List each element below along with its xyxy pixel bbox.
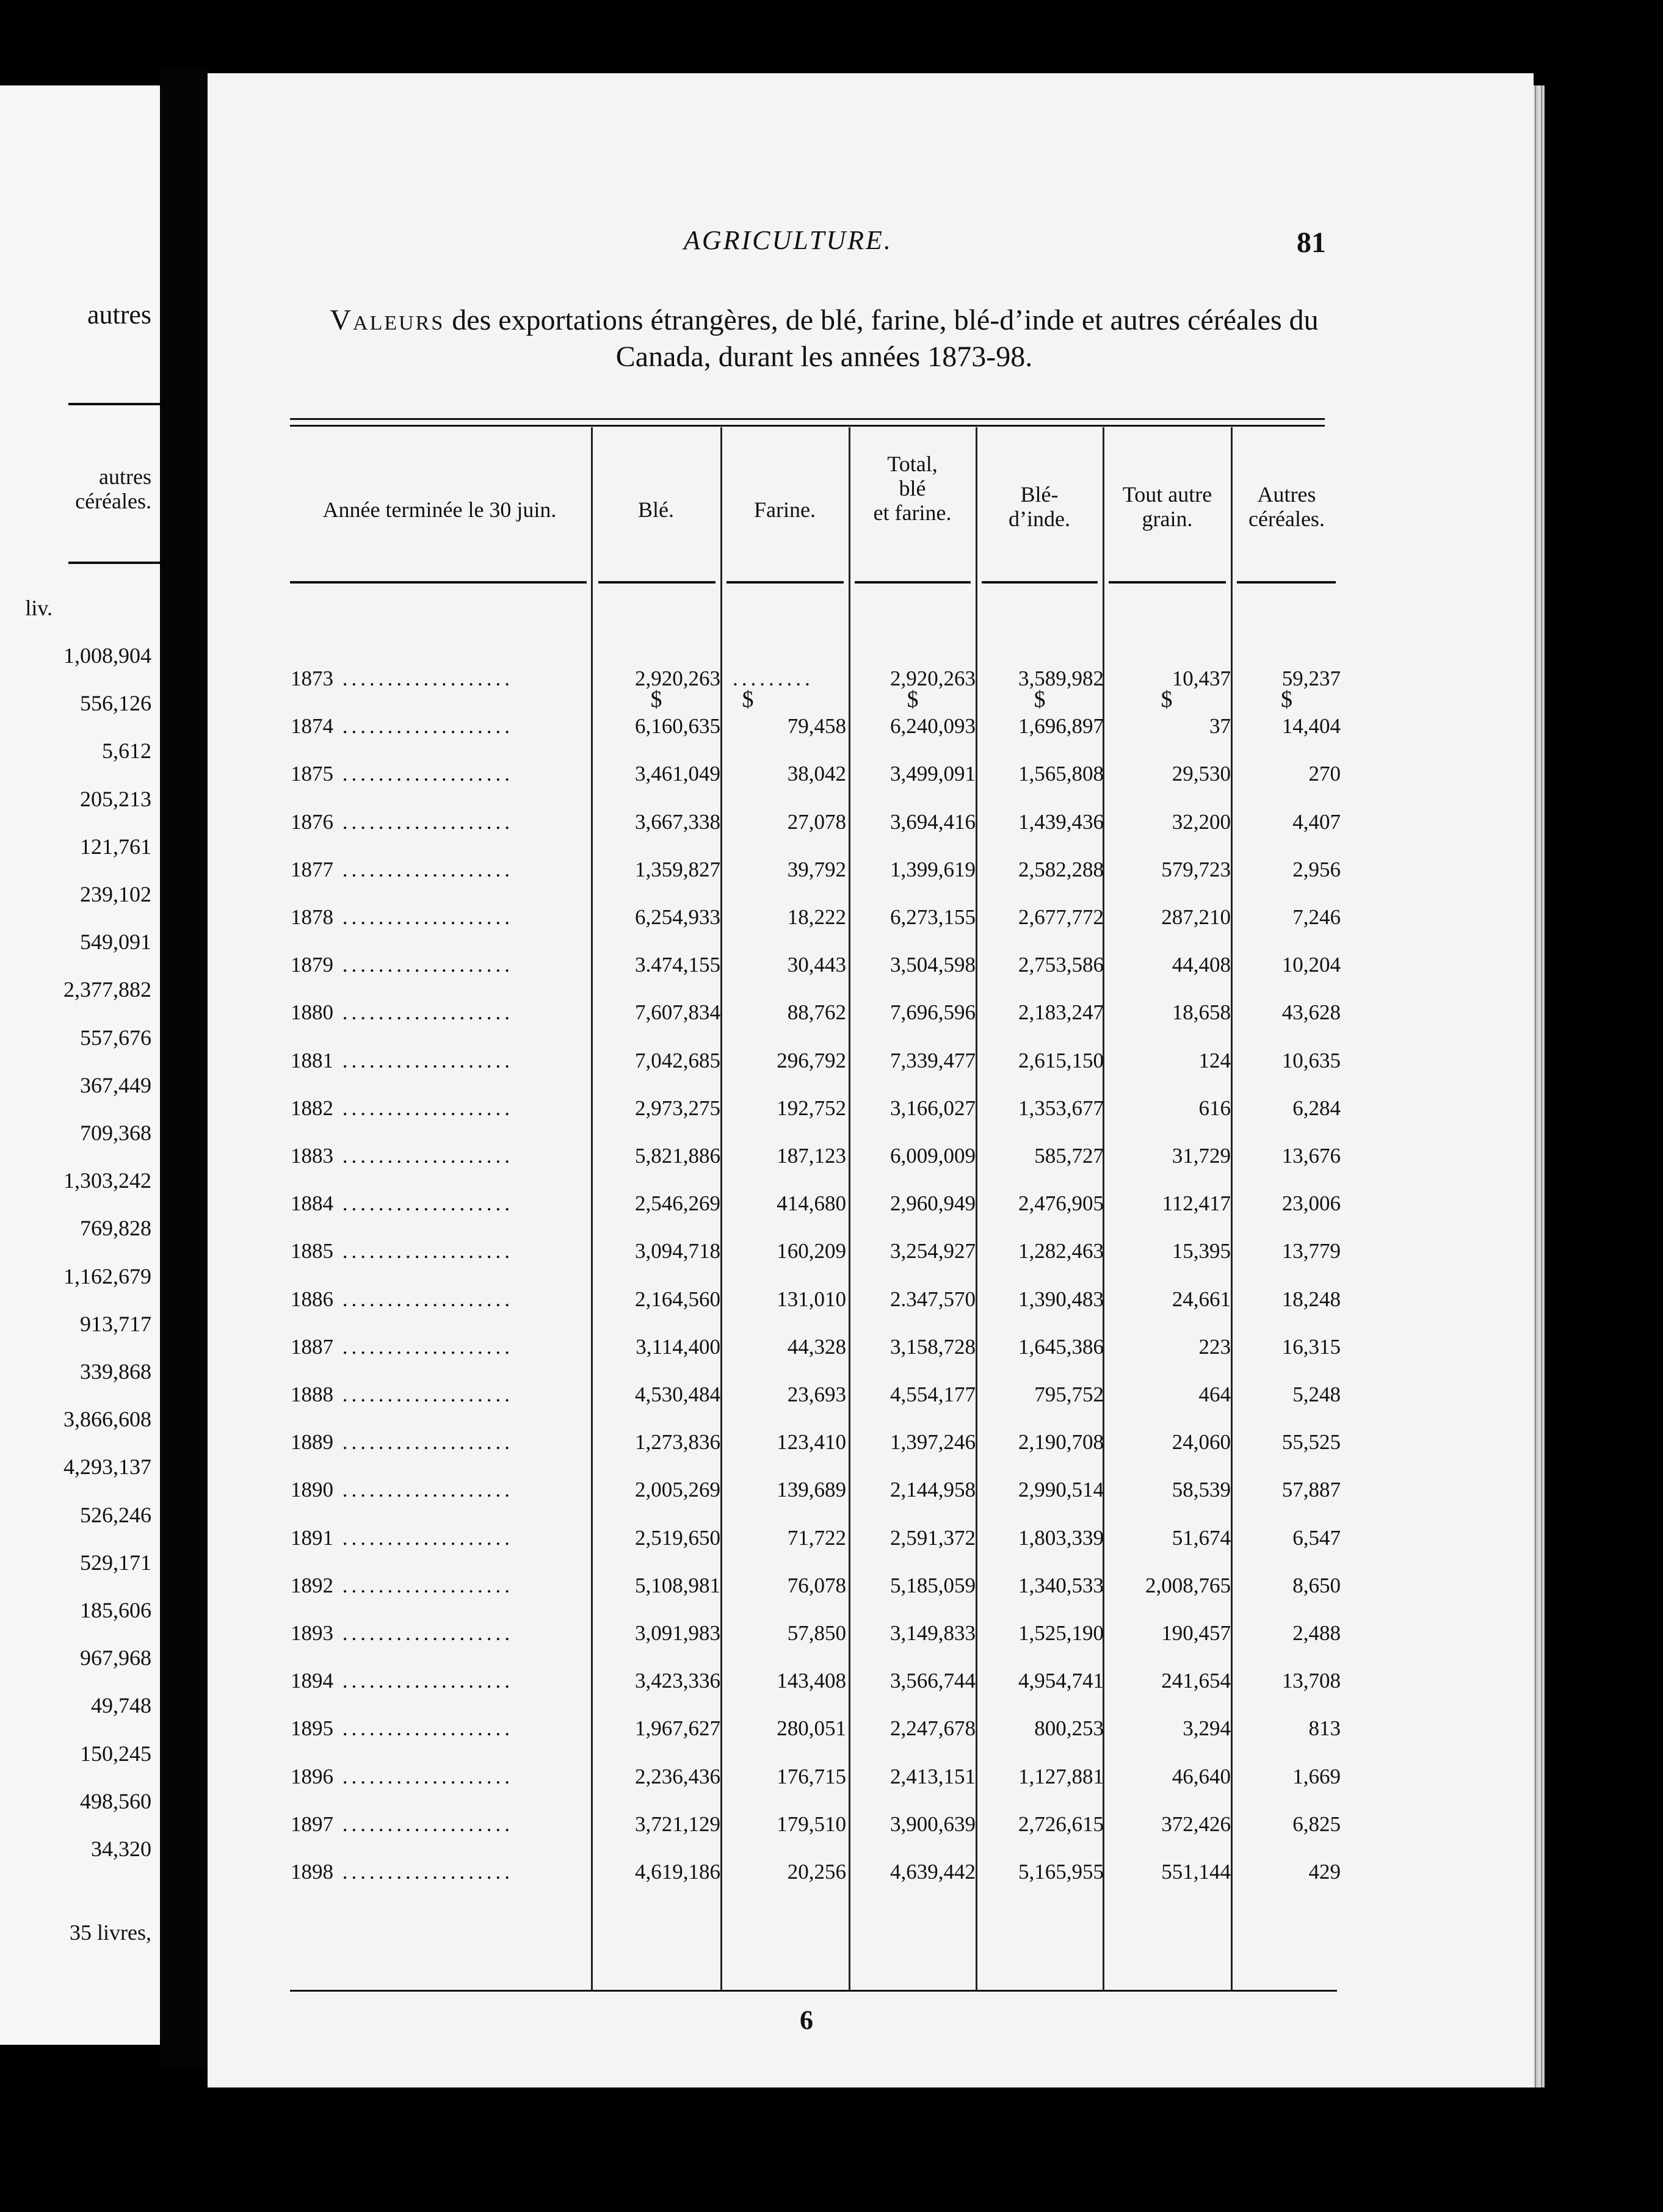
- header-autres-line: Autres: [1257, 482, 1316, 507]
- cell-ble-inde: 2,726,615: [1018, 1812, 1104, 1836]
- table-top-rule: [290, 418, 1325, 420]
- cell-total: 3,166,027: [890, 1096, 976, 1120]
- cell-total: 4,639,442: [890, 1860, 976, 1884]
- row-year: 1892 ...................: [291, 1573, 513, 1597]
- left-page-value: 1,162,679: [63, 1263, 151, 1289]
- cell-farine: 179,510: [777, 1812, 846, 1836]
- cell-autres: 2,956: [1292, 857, 1341, 881]
- cell-total: 2,144,958: [890, 1478, 976, 1502]
- cell-autres: 13,708: [1281, 1669, 1341, 1693]
- cell-total: 2,413,151: [890, 1764, 976, 1788]
- cell-tout-autre: 18,658: [1172, 1000, 1231, 1025]
- cell-ble-inde: 2,476,905: [1018, 1191, 1104, 1216]
- signature-mark: 6: [800, 2005, 813, 2035]
- row-year: 1889 ...................: [291, 1430, 513, 1455]
- cell-ble-inde: 585,727: [1034, 1144, 1104, 1168]
- cell-ble-inde: 2,990,514: [1018, 1478, 1104, 1502]
- cell-total: 5,185,059: [890, 1573, 976, 1597]
- cell-farine: 20,256: [787, 1860, 846, 1884]
- cell-total: 2,960,949: [890, 1191, 976, 1216]
- cell-tout-autre: 24,060: [1172, 1430, 1231, 1455]
- cell-autres: 10,204: [1281, 953, 1341, 977]
- cell-tout-autre: 24,661: [1172, 1287, 1231, 1311]
- left-page-value: 769,828: [80, 1216, 151, 1241]
- cell-autres: 2,488: [1292, 1621, 1341, 1645]
- row-year: 1888 ...................: [291, 1382, 513, 1406]
- cell-total: 2.347,570: [890, 1287, 976, 1311]
- left-facing-page: [0, 85, 160, 2045]
- left-page-value: 709,368: [80, 1121, 151, 1145]
- row-year: 1891 ...................: [291, 1525, 513, 1550]
- title-lead: Valeurs: [330, 304, 445, 336]
- cell-ble-inde: 1,282,463: [1018, 1239, 1104, 1263]
- header-rule: [290, 581, 587, 584]
- cell-autres: 1,669: [1292, 1764, 1341, 1788]
- cell-autres: 8,650: [1292, 1573, 1341, 1597]
- header-rule: [598, 581, 716, 584]
- cell-ble-inde: 4,954,741: [1018, 1669, 1104, 1693]
- header-total: [851, 452, 974, 525]
- cell-total: 3,694,416: [890, 809, 976, 834]
- cell-farine: 88,762: [787, 1000, 846, 1025]
- cell-autres: 6,547: [1292, 1525, 1341, 1550]
- cell-total: 2,591,372: [890, 1525, 976, 1550]
- cell-ble-inde: 1,127,881: [1018, 1764, 1104, 1788]
- cell-autres: 4,407: [1292, 809, 1341, 834]
- cell-tout-autre: 223: [1198, 1334, 1231, 1359]
- cell-farine: 280,051: [777, 1716, 846, 1741]
- running-head: AGRICULTURE.: [684, 225, 893, 255]
- cell-ble: 3,094,718: [635, 1239, 720, 1263]
- left-page-value: 150,245: [80, 1741, 151, 1766]
- cell-farine: 27,078: [787, 809, 846, 834]
- cell-autres: 6,825: [1292, 1812, 1341, 1836]
- cell-autres: 16,315: [1281, 1334, 1341, 1359]
- cell-farine: 143,408: [777, 1669, 846, 1693]
- cell-ble-inde: 1,803,339: [1018, 1525, 1104, 1550]
- left-page-value: 549,091: [80, 930, 151, 955]
- cell-total: 3,566,744: [890, 1669, 976, 1693]
- unit-ble: $: [650, 687, 662, 712]
- cell-ble: 5,108,981: [635, 1573, 720, 1597]
- cell-ble-inde: 2,753,586: [1018, 953, 1104, 977]
- cell-ble-inde: 3,589,982: [1018, 667, 1104, 690]
- cell-tout-autre: 579,723: [1161, 857, 1231, 881]
- cell-farine: 57,850: [787, 1621, 846, 1645]
- table-bottom-rule: [290, 1990, 1337, 1992]
- cell-ble: 3,423,336: [635, 1669, 720, 1693]
- column-divider: [591, 427, 593, 1990]
- cell-total: 1,399,619: [890, 857, 976, 881]
- column-divider: [720, 427, 722, 1990]
- cell-autres: 6,284: [1292, 1096, 1341, 1120]
- row-year: 1874 ...................: [291, 714, 513, 739]
- row-year: 1886 ...................: [291, 1287, 513, 1311]
- cell-tout-autre: 616: [1198, 1096, 1231, 1120]
- cell-tout-autre: 10,437: [1172, 667, 1231, 690]
- cell-ble-inde: 2,615,150: [1018, 1048, 1104, 1072]
- header-total-line: Total,: [887, 452, 938, 476]
- left-page-value: 185,606: [80, 1598, 151, 1622]
- row-year: 1897 ...................: [291, 1812, 513, 1836]
- left-page-col-header: autres: [99, 464, 151, 489]
- cell-ble: 2,546,269: [635, 1191, 720, 1216]
- cell-ble: 4,619,186: [635, 1860, 720, 1884]
- cell-autres: 270: [1308, 762, 1341, 786]
- cell-tout-autre: 241,654: [1161, 1669, 1231, 1693]
- cell-tout-autre: 2,008,765: [1145, 1573, 1231, 1597]
- header-total-line: blé: [899, 476, 926, 501]
- cell-tout-autre: 37: [1209, 714, 1231, 739]
- column-divider: [849, 427, 850, 1990]
- cell-ble: 2,920,263: [635, 667, 720, 690]
- header-tout-autre: [1105, 482, 1230, 531]
- row-year: 1893 ...................: [291, 1621, 513, 1645]
- cell-farine: 123,410: [777, 1430, 846, 1455]
- unit-total: $: [907, 687, 919, 712]
- header-rule: [855, 581, 971, 584]
- left-page-value: 205,213: [80, 786, 151, 811]
- cell-ble-inde: 1,565,808: [1018, 762, 1104, 786]
- cell-ble-inde: 1,696,897: [1018, 714, 1104, 739]
- cell-total: 3,499,091: [890, 762, 976, 786]
- cell-tout-autre: 15,395: [1172, 1239, 1231, 1263]
- cell-autres: 59,237: [1281, 667, 1341, 690]
- cell-tout-autre: 464: [1198, 1382, 1231, 1406]
- cell-farine: 44,328: [787, 1334, 846, 1359]
- cell-tout-autre: 58,539: [1172, 1478, 1231, 1502]
- header-ble-inde-line: d’inde.: [1009, 507, 1070, 531]
- cell-autres: 13,676: [1281, 1144, 1341, 1168]
- cell-ble: 4,530,484: [635, 1382, 720, 1406]
- cell-tout-autre: 124: [1198, 1048, 1231, 1072]
- cell-total: 7,696,596: [890, 1000, 976, 1025]
- cell-autres: 23,006: [1281, 1191, 1341, 1216]
- cell-autres: 55,525: [1281, 1430, 1341, 1455]
- left-page-value: 239,102: [80, 882, 151, 906]
- cell-tout-autre: 287,210: [1161, 905, 1231, 929]
- cell-ble-inde: 2,190,708: [1018, 1430, 1104, 1455]
- cell-ble: 3,461,049: [635, 762, 720, 786]
- cell-ble-inde: 800,253: [1034, 1716, 1104, 1741]
- cell-farine: 76,078: [787, 1573, 846, 1597]
- header-rule: [1109, 581, 1226, 584]
- cell-ble: 3,091,983: [635, 1621, 720, 1645]
- cell-ble-inde: 1,340,533: [1018, 1573, 1104, 1597]
- cell-autres: 5,248: [1292, 1382, 1341, 1406]
- cell-ble: 2,005,269: [635, 1478, 720, 1502]
- cell-ble-inde: 2,677,772: [1018, 905, 1104, 929]
- cell-farine: 139,689: [777, 1478, 846, 1502]
- cell-ble: 1,273,836: [635, 1430, 720, 1455]
- cell-tout-autre: 3,294: [1183, 1716, 1231, 1741]
- row-year: 1878 ...................: [291, 905, 513, 929]
- cell-tout-autre: 44,408: [1172, 953, 1231, 977]
- cell-ble: 3,721,129: [635, 1812, 720, 1836]
- left-page-value: 49,748: [91, 1693, 151, 1718]
- cell-ble: 7,042,685: [635, 1048, 720, 1072]
- header-ble-inde: [978, 482, 1101, 531]
- cell-ble-inde: 1,390,483: [1018, 1287, 1104, 1311]
- cell-farine: 131,010: [777, 1287, 846, 1311]
- cell-tout-autre: 551,144: [1161, 1860, 1231, 1884]
- cell-ble: 5,821,886: [635, 1144, 720, 1168]
- header-rule: [1237, 581, 1336, 584]
- left-page-footer-fragment: 35 livres,: [70, 1920, 151, 1945]
- left-page-value: 1,303,242: [63, 1168, 151, 1193]
- cell-tout-autre: 372,426: [1161, 1812, 1231, 1836]
- cell-ble-inde: 2,183,247: [1018, 1000, 1104, 1025]
- row-year: 1887 ...................: [291, 1334, 513, 1359]
- header-total-line: et farine.: [873, 501, 952, 525]
- left-page-value: 526,246: [80, 1502, 151, 1527]
- cell-tout-autre: 31,729: [1172, 1144, 1231, 1168]
- row-year: 1879 ...................: [291, 953, 513, 977]
- cell-farine: 192,752: [777, 1096, 846, 1120]
- cell-total: 3,158,728: [890, 1334, 976, 1359]
- cell-ble: 2,164,560: [635, 1287, 720, 1311]
- cell-ble: 1,967,627: [635, 1716, 720, 1741]
- cell-autres: 7,246: [1292, 905, 1341, 929]
- header-ble: Blé.: [638, 497, 674, 522]
- cell-autres: 57,887: [1281, 1478, 1341, 1502]
- row-year: 1895 ...................: [291, 1716, 513, 1741]
- cell-autres: 10,635: [1281, 1048, 1341, 1072]
- left-page-value: 556,126: [80, 691, 151, 716]
- left-page-value: 913,717: [80, 1311, 151, 1336]
- cell-farine: 23,693: [787, 1382, 846, 1406]
- cell-farine: 176,715: [777, 1764, 846, 1788]
- left-page-rule: [68, 403, 160, 405]
- row-year: 1894 ...................: [291, 1669, 513, 1693]
- row-year: 1883 ...................: [291, 1144, 513, 1168]
- cell-farine: 414,680: [777, 1191, 846, 1216]
- row-year: 1881 ...................: [291, 1048, 513, 1072]
- cell-farine: 39,792: [787, 857, 846, 881]
- unit-tout-autre: $: [1161, 687, 1173, 712]
- cell-autres: 43,628: [1281, 1000, 1341, 1025]
- cell-ble-inde: 1,525,190: [1018, 1621, 1104, 1645]
- left-page-value: 967,968: [80, 1646, 151, 1671]
- cell-ble-inde: 1,353,677: [1018, 1096, 1104, 1120]
- row-year: 1876 ...................: [291, 809, 513, 834]
- left-page-value: 367,449: [80, 1072, 151, 1097]
- cell-tout-autre: 51,674: [1172, 1525, 1231, 1550]
- cell-ble: 3,667,338: [635, 809, 720, 834]
- cell-ble: 2,519,650: [635, 1525, 720, 1550]
- cell-tout-autre: 46,640: [1172, 1764, 1231, 1788]
- left-page-value: 4,293,137: [63, 1455, 151, 1480]
- cell-autres: 13,779: [1281, 1239, 1341, 1263]
- cell-ble: 7,607,834: [635, 1000, 720, 1025]
- cell-farine: 296,792: [777, 1048, 846, 1072]
- cell-ble: 3.474,155: [635, 953, 720, 977]
- cell-ble-inde: 1,645,386: [1018, 1334, 1104, 1359]
- cell-ble: 2,973,275: [635, 1096, 720, 1120]
- cell-ble-inde: 1,439,436: [1018, 809, 1104, 834]
- row-year: 1885 ...................: [291, 1239, 513, 1263]
- table-top-rule: [290, 425, 1325, 427]
- cell-total: 6,273,155: [890, 905, 976, 929]
- header-autres-line: céréales.: [1248, 507, 1325, 531]
- table-title: [317, 302, 1331, 375]
- binding-gutter: [160, 67, 209, 2069]
- cell-tout-autre: 32,200: [1172, 809, 1231, 834]
- cell-autres: 813: [1308, 1716, 1341, 1741]
- page-number: 81: [1297, 226, 1326, 259]
- left-page-value: 339,868: [80, 1359, 151, 1384]
- cell-autres: 14,404: [1281, 714, 1341, 739]
- unit-farine: $: [742, 687, 754, 712]
- row-year: 1875 ...................: [291, 762, 513, 786]
- row-year: 1877 ...................: [291, 857, 513, 881]
- cell-total: 2,920,263: [890, 667, 976, 690]
- cell-farine: 30,443: [787, 953, 846, 977]
- header-year: Année terminée le 30 juin.: [322, 497, 557, 522]
- row-year: 1873 ...................: [291, 667, 513, 690]
- cell-ble: 2,236,436: [635, 1764, 720, 1788]
- header-ble-inde-line: Blé-: [1020, 482, 1059, 507]
- cell-farine: 79,458: [787, 714, 846, 739]
- cell-farine: 38,042: [787, 762, 846, 786]
- left-page-col-header: céréales.: [75, 489, 151, 513]
- cell-total: 2,247,678: [890, 1716, 976, 1741]
- unit-ble-inde: $: [1034, 687, 1046, 712]
- cell-total: 6,240,093: [890, 714, 976, 739]
- left-page-value: 557,676: [80, 1025, 151, 1050]
- left-page-heading-fragment: autres: [87, 300, 151, 330]
- page: [208, 73, 1534, 2087]
- left-page-value: 1,008,904: [63, 643, 151, 668]
- header-farine: Farine.: [754, 497, 816, 522]
- cell-ble-inde: 2,582,288: [1018, 857, 1104, 881]
- cell-ble-inde: 5,165,955: [1018, 1860, 1104, 1884]
- cell-ble: 6,254,933: [635, 905, 720, 929]
- cell-ble: 3,114,400: [636, 1334, 720, 1359]
- left-page-value: 34,320: [91, 1837, 151, 1861]
- title-rest: des exportations étrangères, de blé, farine, blé-d’inde et autres céréales du Canada, durant les années 1873-98.: [444, 304, 1319, 373]
- row-year: 1890 ...................: [291, 1478, 513, 1502]
- left-page-rule: [68, 562, 160, 564]
- header-autres: [1233, 482, 1340, 531]
- row-year: 1898 ...................: [291, 1860, 513, 1884]
- cell-farine: 18,222: [787, 905, 846, 929]
- row-year: 1880 ...................: [291, 1000, 513, 1025]
- cell-autres: 429: [1308, 1860, 1341, 1884]
- header-rule: [726, 581, 844, 584]
- cell-total: 3,900,639: [890, 1812, 976, 1836]
- left-page-value: 3,866,608: [63, 1407, 151, 1432]
- left-page-value: 529,171: [80, 1550, 151, 1575]
- cell-ble: 6,160,635: [635, 714, 720, 739]
- cell-ble: 1,359,827: [635, 857, 720, 881]
- cell-total: 3,504,598: [890, 953, 976, 977]
- cell-farine: 187,123: [777, 1144, 846, 1168]
- cell-total: 6,009,009: [890, 1144, 976, 1168]
- cell-total: 7,339,477: [890, 1048, 976, 1072]
- cell-tout-autre: 112,417: [1162, 1191, 1231, 1216]
- cell-autres: 18,248: [1281, 1287, 1341, 1311]
- unit-autres: $: [1281, 687, 1292, 712]
- row-year: 1884 ...................: [291, 1191, 513, 1216]
- column-divider: [976, 427, 977, 1990]
- cell-total: 1,397,246: [890, 1430, 976, 1455]
- row-year: 1882 ...................: [291, 1096, 513, 1120]
- header-tout-autre-line: grain.: [1142, 507, 1193, 531]
- left-page-value: 2,377,882: [63, 977, 151, 1002]
- left-page-value: 5,612: [102, 739, 151, 764]
- cell-total: 3,254,927: [890, 1239, 976, 1263]
- cell-tout-autre: 29,530: [1172, 762, 1231, 786]
- cell-tout-autre: 190,457: [1161, 1621, 1231, 1645]
- row-year: 1896 ...................: [291, 1764, 513, 1788]
- header-tout-autre-line: Tout autre: [1122, 482, 1212, 507]
- cell-farine: 71,722: [787, 1525, 846, 1550]
- cell-ble-inde: 795,752: [1034, 1382, 1104, 1406]
- left-page-value: 498,560: [80, 1788, 151, 1813]
- cell-total: 4,554,177: [890, 1382, 976, 1406]
- empty-cell-leader: .........: [733, 667, 814, 690]
- cell-farine: 160,209: [777, 1239, 846, 1263]
- cell-total: 3,149,833: [890, 1621, 976, 1645]
- left-page-unit: liv.: [25, 596, 53, 620]
- header-rule: [982, 581, 1098, 584]
- left-page-value: 121,761: [80, 834, 151, 859]
